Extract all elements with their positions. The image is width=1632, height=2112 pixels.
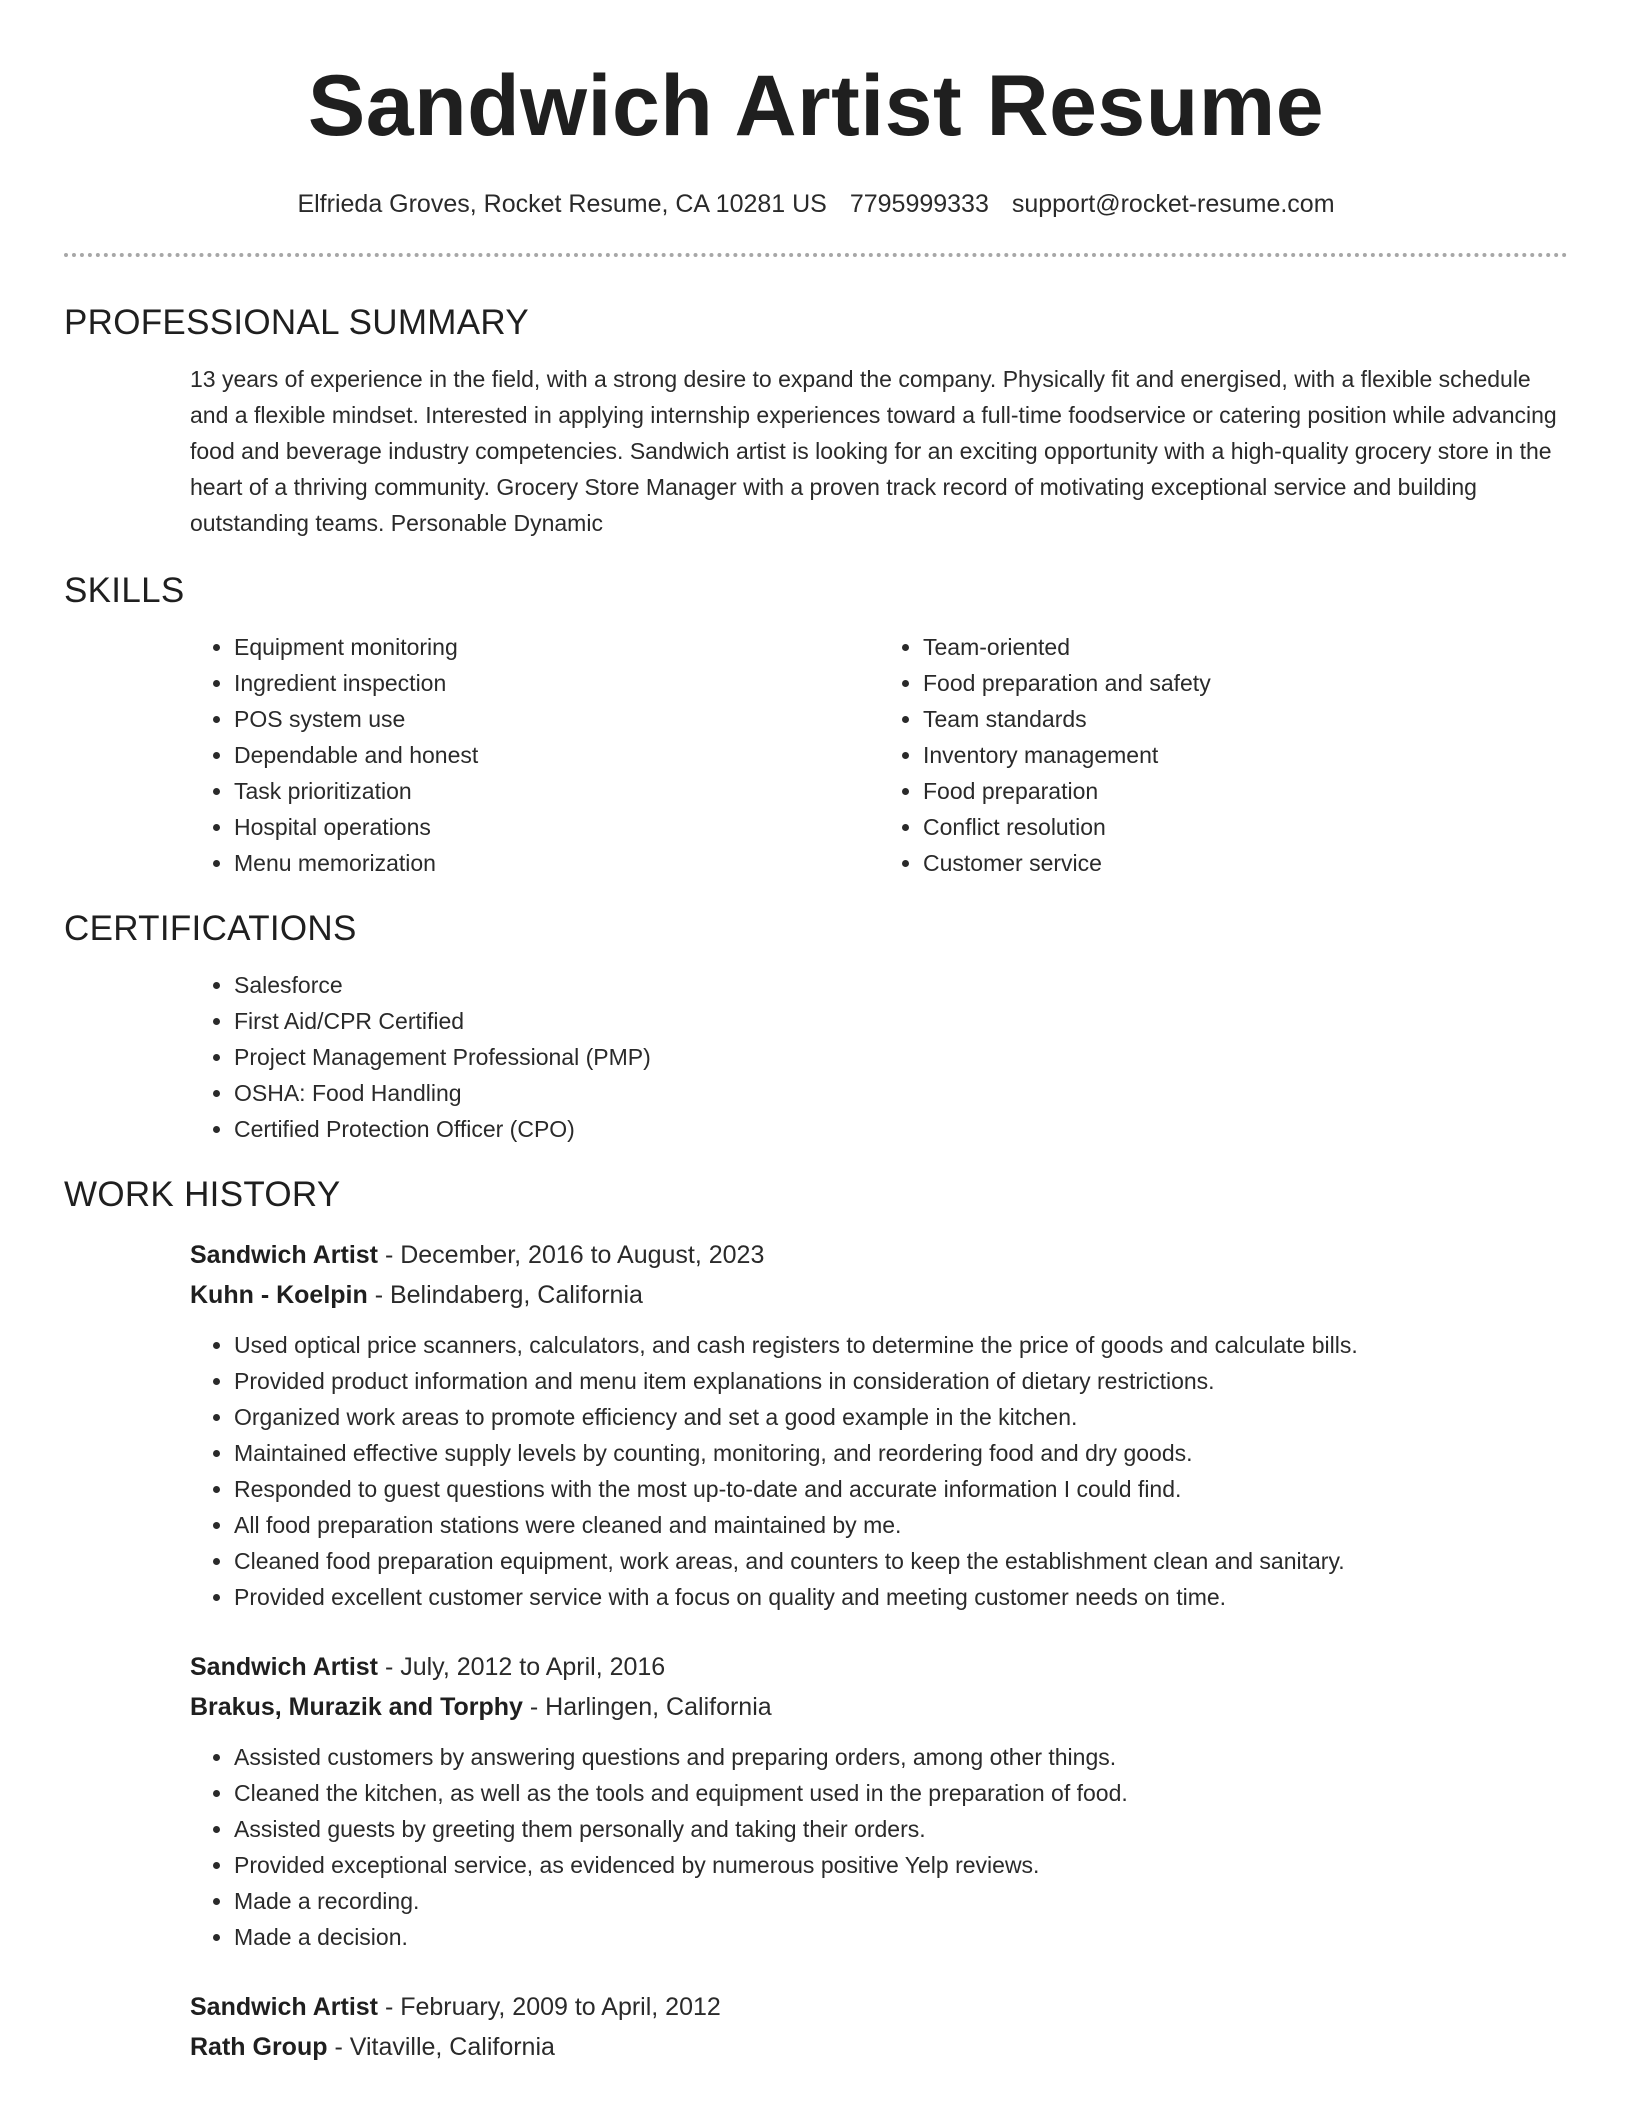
header-divider [64, 253, 1568, 257]
job-dates: - July, 2012 to April, 2016 [378, 1653, 666, 1681]
job-company-line [190, 1687, 1568, 1727]
certifications-list [190, 967, 1568, 1147]
certification-item: • Salesforce [234, 967, 1568, 1003]
skill-item: • Food preparation and safety [923, 665, 1568, 701]
skills-list-right [879, 629, 1568, 881]
job-title: Sandwich Artist [190, 1993, 378, 2021]
contact-info [64, 188, 1568, 220]
summary-text: 13 years of experience in the field, with a strong desire to expand the company. Physically fit and energised, with a flexible schedule and a flexible mindset. Interested in applying internship experiences toward a full-time foodservice or catering position while advancing food and beverage industry competencies. Sandwich artist is looking for an exciting opportunity with a high-quality grocery store in the heart of a thriving community. Grocery Store Manager with a proven track record of motivating exceptional service and building outstanding teams. Personable Dynamic [190, 366, 1557, 536]
skill-item: • POS system use [234, 701, 879, 737]
job-title-line [190, 1647, 1568, 1687]
skill-item: • Conflict resolution [923, 809, 1568, 845]
job-location: - Vitaville, California [327, 2033, 555, 2061]
summary-heading: PROFESSIONAL SUMMARY [64, 303, 529, 342]
skill-item: • Menu memorization [234, 845, 879, 881]
job-duties-list [190, 1327, 1568, 1615]
job-company-line [190, 2027, 1568, 2067]
job-duty: • All food preparation stations were cleaned and maintained by me. [234, 1507, 1568, 1543]
job-title: Sandwich Artist [190, 1653, 378, 1681]
certifications-heading: CERTIFICATIONS [64, 909, 357, 948]
job-entry [190, 1647, 1568, 1955]
skill-item: • Inventory management [923, 737, 1568, 773]
certification-item: • Project Management Professional (PMP) [234, 1039, 1568, 1075]
job-dates: - February, 2009 to April, 2012 [378, 1993, 721, 2021]
job-duty: • Provided exceptional service, as evidenced by numerous positive Yelp reviews. [234, 1847, 1568, 1883]
certification-item: • OSHA: Food Handling [234, 1075, 1568, 1111]
job-duty: • Made a decision. [234, 1919, 1568, 1955]
job-duty: • Organized work areas to promote efficiency and set a good example in the kitchen. [234, 1399, 1568, 1435]
certification-item: • Certified Protection Officer (CPO) [234, 1111, 1568, 1147]
skill-item: • Ingredient inspection [234, 665, 879, 701]
job-duty: • Provided product information and menu item explanations in consideration of dietary restrictions. [234, 1363, 1568, 1399]
contact-email[interactable]: support@rocket-resume.com [1011, 190, 1335, 218]
contact-phone: 7795999333 [849, 190, 989, 218]
job-title-line [190, 1987, 1568, 2027]
job-dates: - December, 2016 to August, 2023 [378, 1241, 765, 1269]
skills-grid [190, 629, 1568, 881]
skill-item: • Team-oriented [923, 629, 1568, 665]
job-duty: • Assisted customers by answering questions and preparing orders, among other things. [234, 1739, 1568, 1775]
job-title-line [190, 1235, 1568, 1275]
job-entry [190, 1987, 1568, 2067]
skill-item: • Customer service [923, 845, 1568, 881]
skill-item: • Team standards [923, 701, 1568, 737]
contact-address: Elfrieda Groves, Rocket Resume, CA 10281 US [297, 190, 827, 218]
job-company: Rath Group [190, 2033, 328, 2061]
job-duty: • Used optical price scanners, calculators, and cash registers to determine the price of goods and calculate bills. [234, 1327, 1568, 1363]
certifications-section [190, 967, 1568, 1147]
job-duty: • Maintained effective supply levels by counting, monitoring, and reordering food and dry goods. [234, 1435, 1568, 1471]
job-duty: • Cleaned the kitchen, as well as the tools and equipment used in the preparation of food. [234, 1775, 1568, 1811]
skills-heading: SKILLS [64, 571, 185, 610]
certification-item: • First Aid/CPR Certified [234, 1003, 1568, 1039]
job-company-line [190, 1275, 1568, 1315]
work-history-heading: WORK HISTORY [64, 1175, 341, 1214]
job-title: Sandwich Artist [190, 1241, 378, 1269]
job-company: Kuhn - Koelpin [190, 1281, 368, 1309]
skills-list-left [190, 629, 879, 881]
skill-item: • Hospital operations [234, 809, 879, 845]
skill-item: • Equipment monitoring [234, 629, 879, 665]
job-duty: • Assisted guests by greeting them personally and taking their orders. [234, 1811, 1568, 1847]
job-duty: • Responded to guest questions with the most up-to-date and accurate information I could find. [234, 1471, 1568, 1507]
job-duties-list [190, 1739, 1568, 1955]
skill-item: • Task prioritization [234, 773, 879, 809]
job-duty: • Made a recording. [234, 1883, 1568, 1919]
job-entry [190, 1235, 1568, 1615]
job-location: - Belindaberg, California [367, 1281, 643, 1309]
resume-title: Sandwich Artist Resume [307, 58, 1325, 154]
job-duty: • Cleaned food preparation equipment, work areas, and counters to keep the establishment clean and sanitary. [234, 1543, 1568, 1579]
job-company: Brakus, Murazik and Torphy [190, 1693, 523, 1721]
job-location: - Harlingen, California [522, 1693, 772, 1721]
job-duty: • Provided excellent customer service with a focus on quality and meeting customer needs on time. [234, 1579, 1568, 1615]
skill-item: • Dependable and honest [234, 737, 879, 773]
skill-item: • Food preparation [923, 773, 1568, 809]
